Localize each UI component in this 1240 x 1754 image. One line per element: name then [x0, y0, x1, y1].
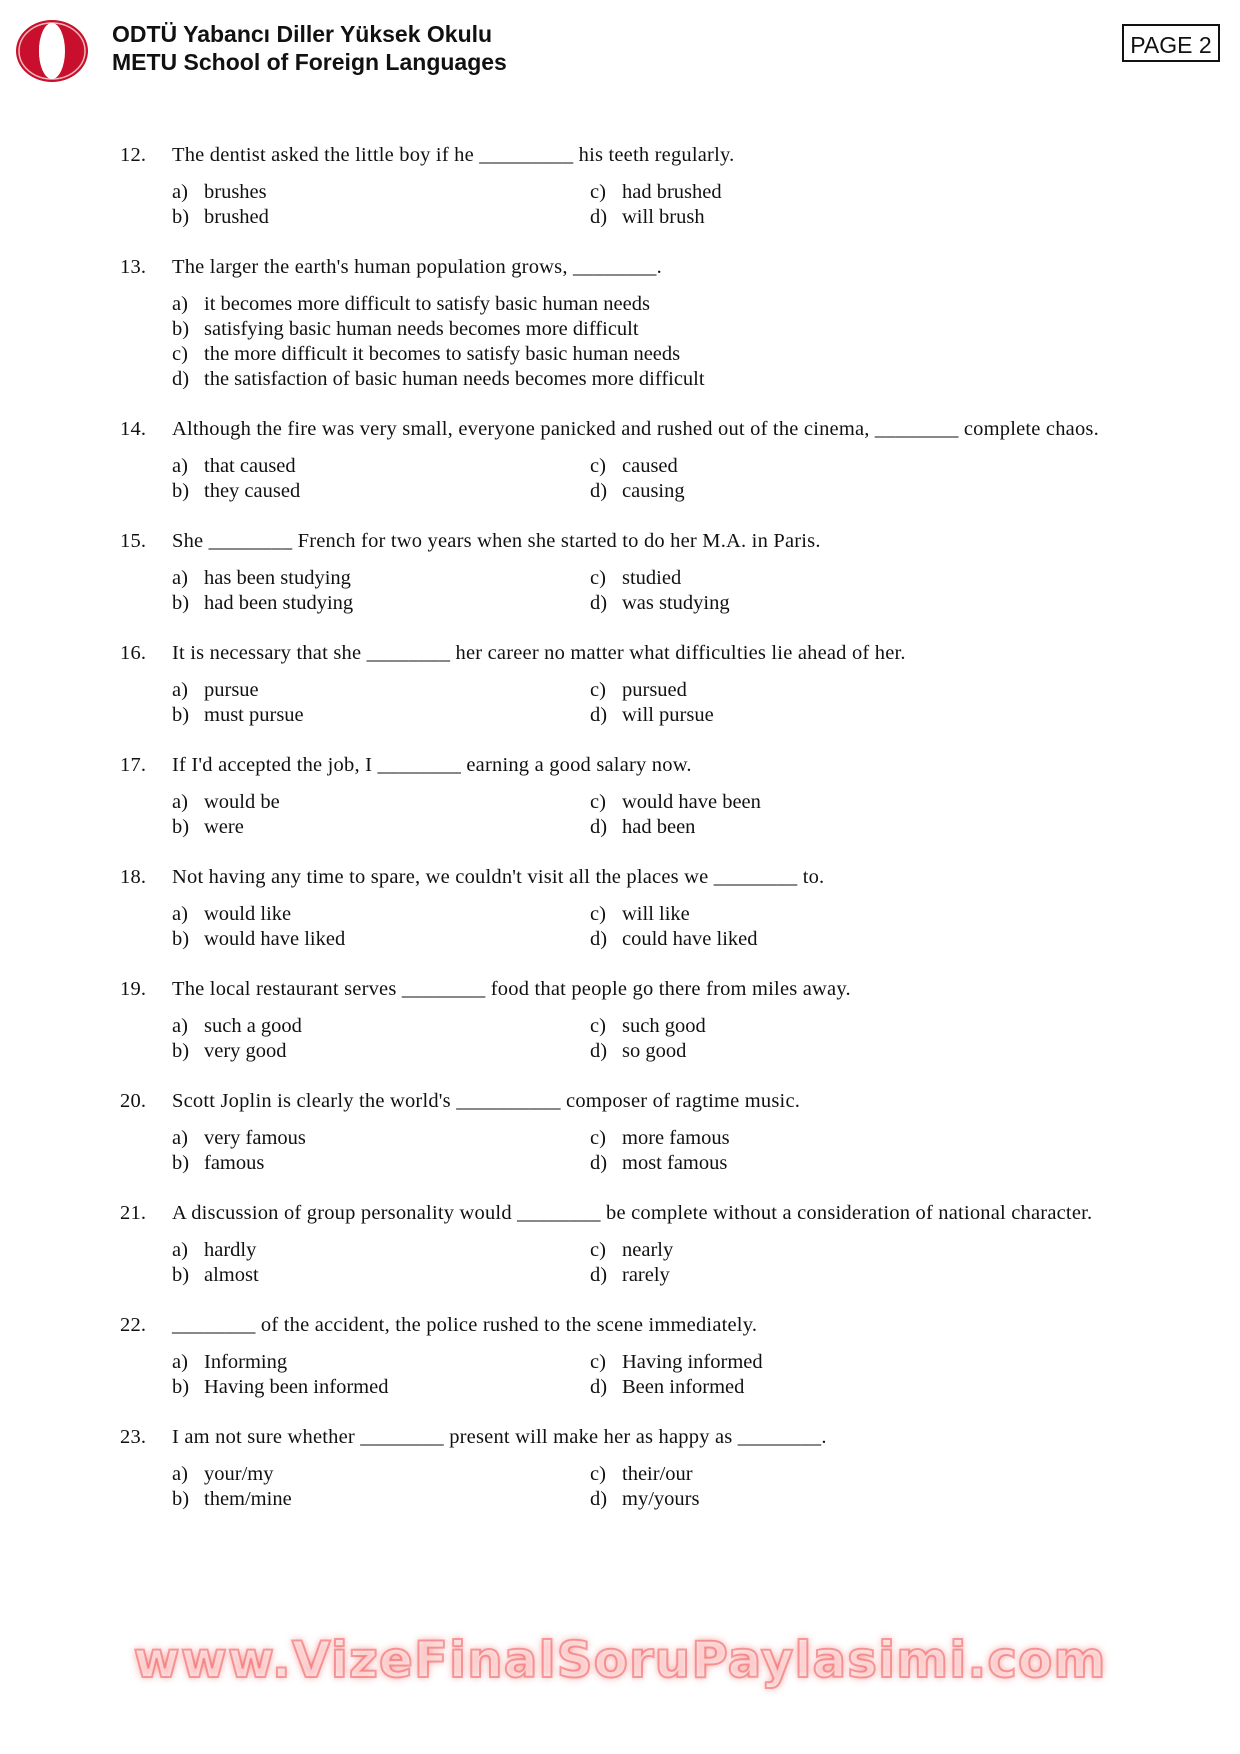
question-text: ________ of the accident, the police rushed to the scene immediately.: [172, 1314, 758, 1336]
question-number: 21.: [120, 1202, 147, 1224]
answer-option[interactable]: [590, 1263, 1150, 1288]
option-text: famous: [204, 1152, 265, 1174]
answer-option[interactable]: [172, 1126, 590, 1151]
answer-option[interactable]: [590, 454, 1150, 479]
answer-options: [172, 1238, 1150, 1288]
option-letter: c): [590, 1015, 606, 1037]
option-letter: d): [172, 368, 190, 390]
answer-option[interactable]: [590, 1151, 1150, 1176]
answer-option[interactable]: [590, 1487, 1150, 1512]
watermark: www.VizeFinalSoruPaylasimi.com: [133, 1631, 1107, 1689]
question-text: Scott Joplin is clearly the world's __________ composer of ragtime music.: [172, 1090, 801, 1112]
option-letter: a): [172, 1463, 188, 1485]
question-stem: [120, 1089, 1150, 1114]
option-text: such a good: [204, 1015, 302, 1037]
option-letter: b): [172, 206, 190, 228]
question-text: The dentist asked the little boy if he _________ his teeth regularly.: [172, 144, 735, 166]
question-number: 17.: [120, 754, 147, 776]
option-text: more famous: [622, 1127, 730, 1149]
answer-option[interactable]: [172, 703, 590, 728]
question-stem: [120, 143, 1150, 168]
option-text: brushes: [204, 181, 267, 203]
option-text: pursued: [622, 679, 687, 701]
option-letter: d): [590, 1040, 608, 1062]
option-text: most famous: [622, 1152, 728, 1174]
question-number: 15.: [120, 530, 147, 552]
question-number: 19.: [120, 978, 147, 1000]
option-text: their/our: [622, 1463, 693, 1485]
option-text: was studying: [622, 592, 730, 614]
answer-option[interactable]: [590, 678, 1150, 703]
option-letter: a): [172, 455, 188, 477]
question-item: [120, 143, 1150, 230]
question-stem: [120, 1313, 1150, 1338]
option-letter: d): [590, 1152, 608, 1174]
question-number: 12.: [120, 144, 147, 166]
answer-options: [172, 180, 1150, 230]
option-text: had been: [622, 816, 696, 838]
option-letter: b): [172, 1264, 190, 1286]
answer-option[interactable]: [172, 1487, 590, 1512]
option-text: Having informed: [622, 1351, 763, 1373]
question-text: It is necessary that she ________ her career no matter what difficulties lie ahead of her.: [172, 642, 906, 664]
answer-option[interactable]: [590, 815, 1150, 840]
question-item: [120, 753, 1150, 840]
option-text: your/my: [204, 1463, 274, 1485]
option-text: so good: [622, 1040, 687, 1062]
answer-options: [172, 1350, 1150, 1400]
question-number: 20.: [120, 1090, 147, 1112]
answer-option[interactable]: [172, 566, 590, 591]
answer-option[interactable]: [172, 479, 590, 504]
answer-option[interactable]: [590, 479, 1150, 504]
answer-option[interactable]: [172, 1151, 590, 1176]
option-text: will like: [622, 903, 690, 925]
question-stem: [120, 753, 1150, 778]
option-letter: c): [590, 1239, 606, 1261]
option-letter: c): [590, 903, 606, 925]
option-letter: d): [590, 1376, 608, 1398]
option-text: very famous: [204, 1127, 306, 1149]
question-text: A discussion of group personality would ________ be complete without a consideration of national character.: [172, 1202, 1093, 1224]
option-text: causing: [622, 480, 685, 502]
option-letter: d): [590, 480, 608, 502]
question-text: The local restaurant serves ________ food that people go there from miles away.: [172, 978, 851, 1000]
option-text: could have liked: [622, 928, 758, 950]
institution-name-en: METU School of Foreign Languages: [112, 49, 507, 75]
option-letter: d): [590, 206, 608, 228]
option-text: has been studying: [204, 567, 351, 589]
option-text: will brush: [622, 206, 705, 228]
question-stem: [120, 977, 1150, 1002]
answer-option[interactable]: [590, 591, 1150, 616]
question-item: [120, 1425, 1150, 1512]
answer-option[interactable]: [590, 566, 1150, 591]
answer-option[interactable]: [590, 1126, 1150, 1151]
answer-option[interactable]: [172, 678, 590, 703]
option-text: nearly: [622, 1239, 674, 1261]
answer-options: [172, 902, 1150, 952]
question-item: [120, 977, 1150, 1064]
option-text: satisfying basic human needs becomes more difficult: [204, 318, 639, 340]
option-text: they caused: [204, 480, 301, 502]
option-letter: a): [172, 903, 188, 925]
question-text: Not having any time to spare, we couldn't visit all the places we ________ to.: [172, 866, 825, 888]
question-text: I am not sure whether ________ present will make her as happy as ________.: [172, 1426, 827, 1448]
question-number: 16.: [120, 642, 147, 664]
option-text: must pursue: [204, 704, 304, 726]
option-letter: b): [172, 928, 190, 950]
question-number: 14.: [120, 418, 147, 440]
option-text: had been studying: [204, 592, 354, 614]
option-letter: a): [172, 181, 188, 203]
answer-options: [172, 790, 1150, 840]
answer-option[interactable]: [172, 367, 1150, 392]
answer-options: [172, 292, 1150, 392]
question-stem: [120, 417, 1150, 442]
option-letter: c): [590, 567, 606, 589]
option-text: would have been: [622, 791, 761, 813]
question-stem: [120, 529, 1150, 554]
question-text: She ________ French for two years when she started to do her M.A. in Paris.: [172, 530, 821, 552]
option-letter: c): [172, 343, 188, 365]
answer-option[interactable]: [172, 292, 1150, 317]
option-text: caused: [622, 455, 678, 477]
option-letter: d): [590, 592, 608, 614]
option-letter: b): [172, 1040, 190, 1062]
question-item: [120, 865, 1150, 952]
option-letter: d): [590, 704, 608, 726]
option-text: very good: [204, 1040, 287, 1062]
option-text: rarely: [622, 1264, 670, 1286]
page-number-box: PAGE 2: [1122, 24, 1220, 62]
answer-option[interactable]: [172, 454, 590, 479]
answer-option[interactable]: [172, 1375, 590, 1400]
metu-logo: [14, 18, 90, 84]
answer-option[interactable]: [172, 902, 590, 927]
answer-options: [172, 1014, 1150, 1064]
answer-options: [172, 454, 1150, 504]
option-letter: a): [172, 1239, 188, 1261]
option-text: such good: [622, 1015, 706, 1037]
question-stem: [120, 865, 1150, 890]
option-letter: d): [590, 1264, 608, 1286]
option-text: them/mine: [204, 1488, 292, 1510]
option-letter: c): [590, 1463, 606, 1485]
option-text: brushed: [204, 206, 269, 228]
answer-option[interactable]: [172, 317, 1150, 342]
answer-option[interactable]: [172, 205, 590, 230]
option-text: it becomes more difficult to satisfy basic human needs: [204, 293, 650, 315]
option-text: my/yours: [622, 1488, 700, 1510]
option-letter: b): [172, 318, 190, 340]
question-number: 13.: [120, 256, 147, 278]
question-number: 18.: [120, 866, 147, 888]
option-letter: b): [172, 704, 190, 726]
option-text: would be: [204, 791, 280, 813]
question-item: [120, 529, 1150, 616]
answer-option[interactable]: [590, 703, 1150, 728]
option-letter: c): [590, 455, 606, 477]
option-letter: b): [172, 816, 190, 838]
option-text: hardly: [204, 1239, 257, 1261]
question-text: The larger the earth's human population grows, ________.: [172, 256, 662, 278]
option-letter: a): [172, 1127, 188, 1149]
option-letter: a): [172, 1015, 188, 1037]
answer-option[interactable]: [590, 790, 1150, 815]
option-letter: c): [590, 1127, 606, 1149]
option-text: pursue: [204, 679, 259, 701]
option-text: that caused: [204, 455, 296, 477]
option-text: the satisfaction of basic human needs becomes more difficult: [204, 368, 705, 390]
question-stem: [120, 641, 1150, 666]
option-letter: b): [172, 1488, 190, 1510]
option-text: studied: [622, 567, 682, 589]
question-number: 22.: [120, 1314, 147, 1336]
answer-option[interactable]: [590, 1375, 1150, 1400]
question-text: If I'd accepted the job, I ________ earning a good salary now.: [172, 754, 692, 776]
option-letter: a): [172, 1351, 188, 1373]
answer-option[interactable]: [172, 1350, 590, 1375]
option-text: will pursue: [622, 704, 714, 726]
option-letter: d): [590, 928, 608, 950]
option-text: Having been informed: [204, 1376, 389, 1398]
question-list: [120, 143, 1150, 1537]
answer-option[interactable]: [590, 1238, 1150, 1263]
answer-option[interactable]: [172, 1238, 590, 1263]
answer-options: [172, 678, 1150, 728]
option-letter: a): [172, 679, 188, 701]
answer-option[interactable]: [172, 1039, 590, 1064]
answer-option[interactable]: [590, 927, 1150, 952]
option-letter: a): [172, 791, 188, 813]
question-item: [120, 1201, 1150, 1288]
option-letter: b): [172, 1152, 190, 1174]
answer-option[interactable]: [590, 205, 1150, 230]
answer-option[interactable]: [172, 342, 1150, 367]
answer-option[interactable]: [172, 815, 590, 840]
question-item: [120, 1313, 1150, 1400]
option-letter: c): [590, 181, 606, 203]
answer-options: [172, 1462, 1150, 1512]
option-letter: c): [590, 791, 606, 813]
question-stem: [120, 255, 1150, 280]
answer-option[interactable]: [172, 1263, 590, 1288]
option-text: Informing: [204, 1351, 288, 1373]
option-letter: c): [590, 1351, 606, 1373]
question-stem: [120, 1425, 1150, 1450]
question-item: [120, 1089, 1150, 1176]
question-item: [120, 641, 1150, 728]
option-text: would like: [204, 903, 292, 925]
institution-name-tr: ODTÜ Yabancı Diller Yüksek Okulu: [112, 21, 493, 47]
answer-option[interactable]: [590, 902, 1150, 927]
institution-header: [112, 20, 507, 76]
answer-option[interactable]: [590, 1462, 1150, 1487]
question-item: [120, 255, 1150, 392]
option-letter: b): [172, 592, 190, 614]
question-item: [120, 417, 1150, 504]
answer-option[interactable]: [172, 1014, 590, 1039]
answer-option[interactable]: [172, 591, 590, 616]
option-text: Been informed: [622, 1376, 745, 1398]
question-number: 23.: [120, 1426, 147, 1448]
option-text: the more difficult it becomes to satisfy basic human needs: [204, 343, 681, 365]
answer-option[interactable]: [172, 790, 590, 815]
answer-option[interactable]: [590, 180, 1150, 205]
question-stem: [120, 1201, 1150, 1226]
answer-options: [172, 1126, 1150, 1176]
answer-options: [172, 566, 1150, 616]
option-letter: b): [172, 1376, 190, 1398]
option-letter: d): [590, 1488, 608, 1510]
option-letter: a): [172, 293, 188, 315]
option-letter: d): [590, 816, 608, 838]
answer-option[interactable]: [172, 1462, 590, 1487]
option-text: were: [204, 816, 244, 838]
option-letter: b): [172, 480, 190, 502]
option-text: almost: [204, 1264, 259, 1286]
option-letter: a): [172, 567, 188, 589]
question-text: Although the fire was very small, everyone panicked and rushed out of the cinema, ________ complete chaos.: [172, 418, 1099, 440]
option-letter: c): [590, 679, 606, 701]
answer-option[interactable]: [590, 1039, 1150, 1064]
answer-option[interactable]: [590, 1014, 1150, 1039]
answer-option[interactable]: [172, 927, 590, 952]
option-text: had brushed: [622, 181, 722, 203]
answer-option[interactable]: [590, 1350, 1150, 1375]
answer-option[interactable]: [172, 180, 590, 205]
option-text: would have liked: [204, 928, 346, 950]
